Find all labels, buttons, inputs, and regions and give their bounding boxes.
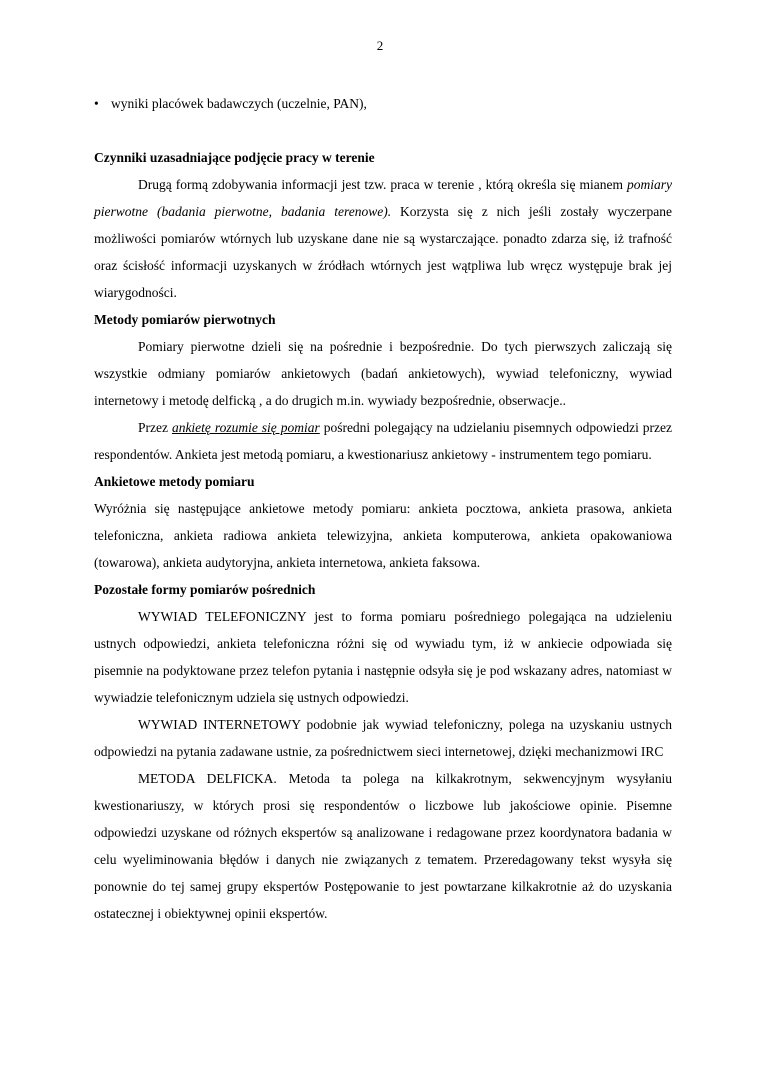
paragraph-praca-w-terenie: [94, 171, 672, 306]
document-content: [94, 90, 672, 927]
paragraph-metoda-delficka: [94, 765, 672, 927]
text-run: pośredni polegający na udzielaniu pisemnych odpowiedzi przez respondentów. Ankieta jest metodą pomiaru, a kwestionariusz ankietowy - instrumentem tego pomiaru.: [94, 420, 672, 462]
paragraph-rodzaje-ankiet: [94, 495, 672, 576]
section-heading-metody-pomiarow: Metody pomiarów pierwotnych: [94, 312, 276, 327]
section-heading-pozostale-formy: Pozostałe formy pomiarów pośrednich: [94, 582, 316, 597]
text-run: Przez: [138, 420, 172, 435]
paragraph-wywiad-telefoniczny: [94, 603, 672, 711]
bullet-text: wyniki placówek badawczych (uczelnie, PAN),: [111, 96, 367, 111]
page-number: 2: [376, 38, 384, 53]
section-heading-ankietowe-metody: Ankietowe metody pomiaru: [94, 474, 255, 489]
bullet-icon: •: [94, 96, 99, 111]
text-run-italic-underline: ankietę rozumie się pomiar: [171, 420, 320, 435]
paragraph-ankieta-definicja: [94, 414, 672, 468]
paragraph-pomiary-pierwotne: [94, 333, 672, 414]
bullet-list-item: [94, 90, 672, 117]
section-heading-czynniki: Czynniki uzasadniające podjęcie pracy w terenie: [94, 150, 375, 165]
paragraph-wywiad-internetowy: [94, 711, 672, 765]
text-run-italic: pomiary pierwotne (badania pierwotne, badania terenowe).: [94, 177, 672, 219]
text-run: Pomiary pierwotne dzieli się na pośrednie i bezpośrednie. Do tych pierwszych zaliczają się wszystkie odmiany pomiarów ankietowych (badań ankietowych), wywiad telefoniczny, wywiad internetowy i metodę delficką , a do drugich m.in. wywiady bezpośrednie, obserwacje..: [94, 339, 672, 408]
text-run: METODA DELFICKA. Metoda ta polega na kilkakrotnym, sekwencyjnym wysyłaniu kwestionariuszy, w których prosi się respondentów o liczbowe lub jakościowe opinie. Pisemne odpowiedzi uzyskane od różnych ekspertów są analizowane i redagowane przez koordynatora badania w celu wyeliminowania błędów i danych nie związanych z tematem. Przeredagowany tekst wysyła się ponownie do tej samej grupy ekspertów Postępowanie to jest powtarzane kilkakrotnie aż do uzyskania ostatecznej i obiektywnej opinii ekspertów.: [94, 771, 672, 921]
text-run: WYWIAD TELEFONICZNY jest to forma pomiaru pośredniego polegająca na udzieleniu ustnych odpowiedzi, ankieta telefoniczna różni się od wywiadu tym, iż w ankiecie odpowiada się pisemnie na podyktowane przez telefon pytania i następnie odsyła się je pod wskazany adres, natomiast w wywiadzie telefonicznym udziela się ustnych odpowiedzi.: [94, 609, 672, 705]
text-run: WYWIAD INTERNETOWY podobnie jak wywiad telefoniczny, polega na uzyskaniu ustnych odpowiedzi na pytania zadawane ustnie, za pośrednictwem sieci internetowej, dzięki mechanizmowi IRC: [94, 717, 672, 759]
text-run: Korzysta się z nich jeśli zostały wyczerpane możliwości pomiarów wtórnych lub uzyskane dane nie są wystarczające. ponadto zdarza się, iż trafność oraz ścisłość informacji uzyskanych w źródłach wtórnych jest wątpliwa lub wręcz występuje brak jej wiarygodności.: [94, 204, 672, 300]
text-run: Wyróżnia się następujące ankietowe metody pomiaru: ankieta pocztowa, ankieta prasowa, ankieta telefoniczna, ankieta radiowa ankieta telewizyjna, ankieta komputerowa, ankieta opakowaniowa (towarowa), ankieta audytoryjna, ankieta internetowa, ankieta faksowa.: [94, 501, 672, 570]
text-run: Drugą formą zdobywania informacji jest tzw. praca w terenie , którą określa się mianem: [138, 177, 627, 192]
